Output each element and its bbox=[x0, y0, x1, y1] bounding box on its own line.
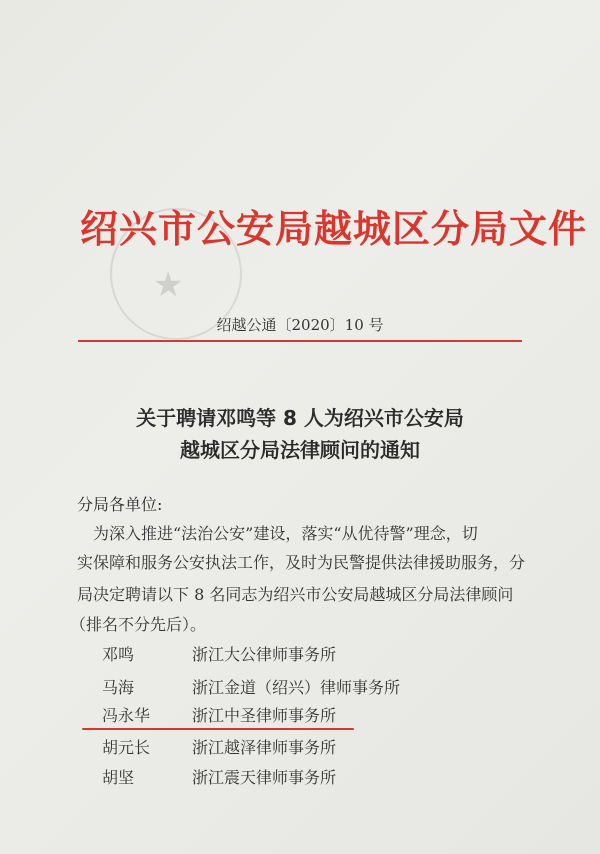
advisor-firm: 浙江震天律师事务所 bbox=[192, 768, 337, 787]
star-icon: ★ bbox=[153, 265, 184, 305]
advisor-firm: 浙江中圣律师事务所 bbox=[192, 706, 337, 725]
advisor-name: 胡元长 bbox=[102, 738, 151, 757]
red-underline-highlight bbox=[82, 728, 354, 730]
red-divider-line bbox=[78, 340, 522, 342]
body-line-4: （排名不分先后）。 bbox=[70, 615, 207, 634]
org-header-title: 绍兴市公安局越城区分局文件 bbox=[80, 207, 588, 251]
advisor-name: 邓鸣 bbox=[102, 645, 135, 664]
advisor-name: 冯永华 bbox=[102, 706, 151, 725]
advisor-name: 马海 bbox=[102, 678, 135, 697]
advisor-row bbox=[102, 642, 402, 664]
body-line-2: 实保障和服务公安执法工作，及时为民警提供法律援助服务，分 bbox=[77, 553, 526, 572]
advisor-firm: 浙江大公律师事务所 bbox=[192, 645, 337, 664]
advisor-row bbox=[102, 735, 402, 757]
salutation: 分局各单位: bbox=[77, 495, 163, 514]
advisor-row-highlighted bbox=[102, 703, 402, 725]
document-number: 绍越公通〔2020〕10 号 bbox=[216, 316, 384, 334]
body-line-3: 局决定聘请以下 8 名同志为绍兴市公安局越城区分局法律顾问 bbox=[77, 585, 514, 604]
advisor-firm: 浙江金道（绍兴）律师事务所 bbox=[192, 678, 401, 697]
advisor-row bbox=[102, 765, 402, 787]
advisor-name: 胡坚 bbox=[102, 768, 135, 787]
advisor-firm: 浙江越泽律师事务所 bbox=[192, 738, 337, 757]
notice-title-line-1: 关于聘请邓鸣等 8 人为绍兴市公安局 bbox=[136, 406, 464, 430]
notice-title-line-2: 越城区分局法律顾问的通知 bbox=[180, 438, 420, 462]
advisor-row bbox=[102, 675, 402, 697]
body-line-1: 为深入推进“法治公安”建设，落实“从优待警”理念，切 bbox=[93, 524, 478, 543]
